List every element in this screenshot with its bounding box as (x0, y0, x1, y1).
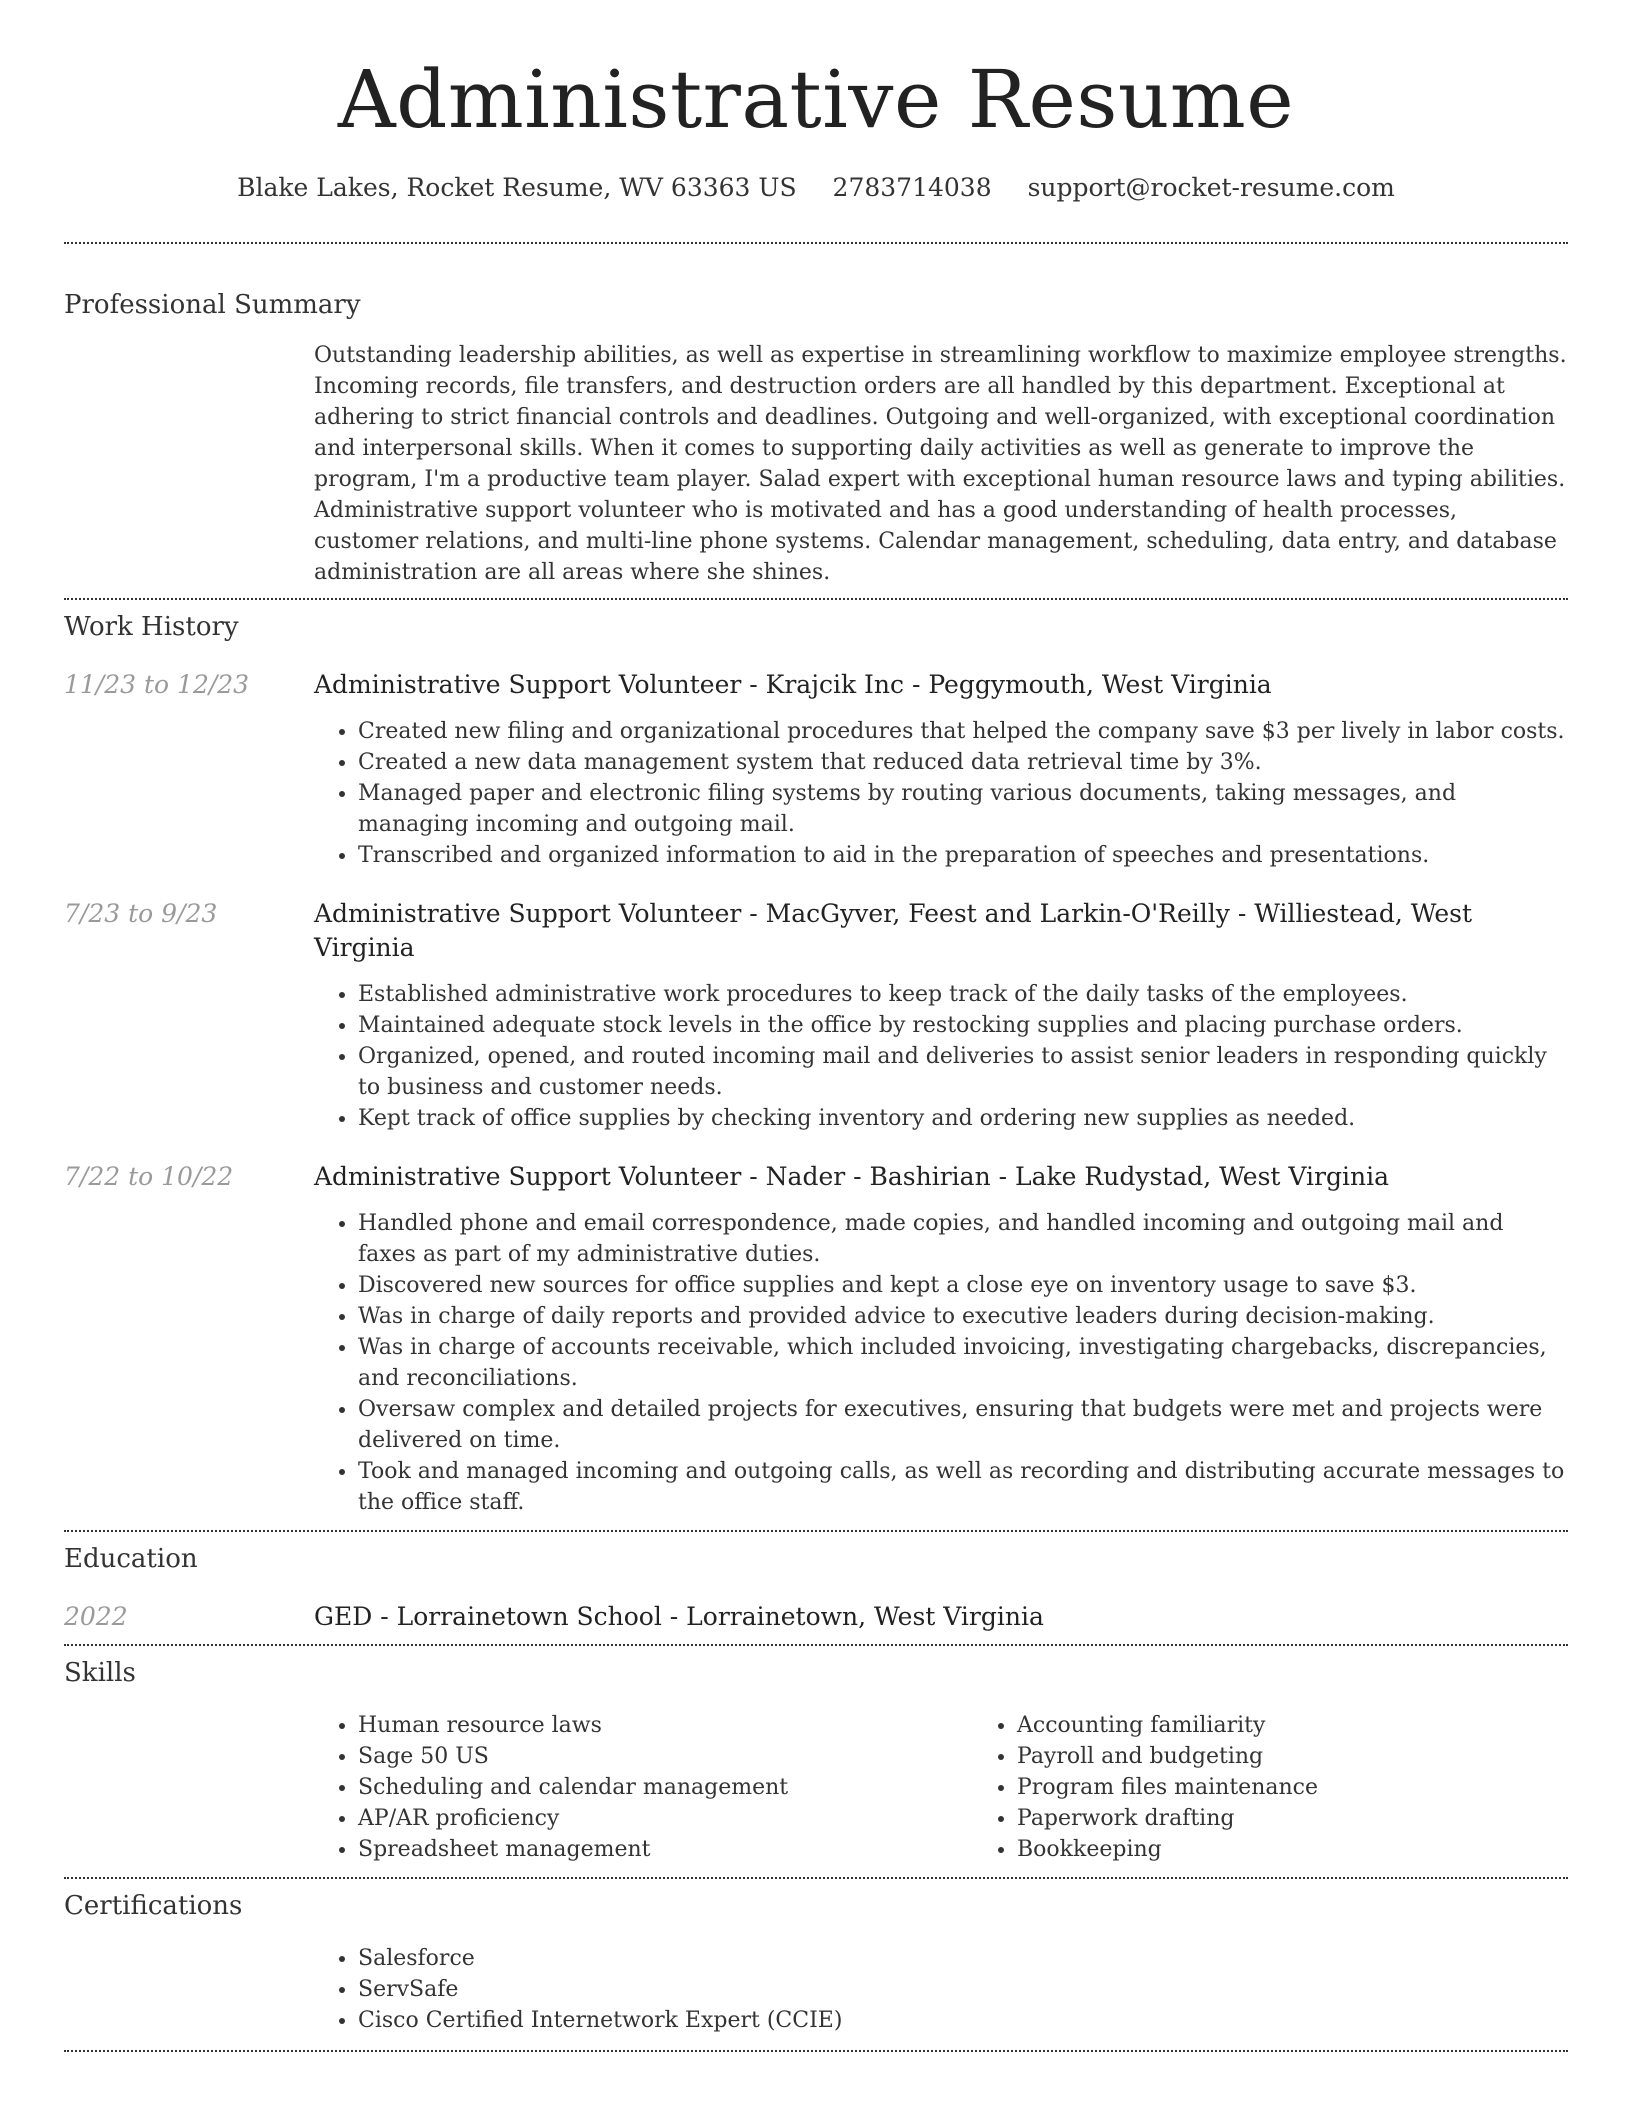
job-title: Administrative Support Volunteer - Krajcik Inc - Peggymouth, West Virginia (314, 670, 1272, 699)
skill-item: • Spreadsheet management (358, 1834, 973, 1865)
job-bullets (314, 1208, 1568, 1518)
list-item: • Created a new data management system that reduced data retrieval time by 3%. (358, 747, 1568, 778)
certification-item: • Salesforce (358, 1943, 1568, 1974)
certification-item: • ServSafe (358, 1974, 1568, 2005)
list-item: • Organized, opened, and routed incoming mail and deliveries to assist senior leaders in responding quickly to business and customer needs. (358, 1041, 1568, 1103)
education-degree: GED - Lorrainetown School - Lorrainetown, West Virginia (314, 1602, 1044, 1631)
skills-grid (314, 1710, 1568, 1865)
job-title: Administrative Support Volunteer - Nader - Bashirian - Lake Rudystad, West Virginia (314, 1162, 1389, 1191)
list-item: • Discovered new sources for office supplies and kept a close eye on inventory usage to save $3. (358, 1270, 1568, 1301)
contact-phone: 2783714038 (832, 173, 992, 202)
summary-heading: Professional Summary (64, 290, 361, 320)
education-section (64, 1532, 1568, 1634)
contact-address: Blake Lakes, Rocket Resume, WV 63363 US (237, 173, 797, 202)
list-item: • Established administrative work procedures to keep track of the daily tasks of the employees. (358, 979, 1568, 1010)
skill-item: • AP/AR proficiency (358, 1803, 973, 1834)
skills-list-right (973, 1710, 1632, 1865)
skills-heading: Skills (64, 1658, 136, 1688)
divider (64, 2050, 1568, 2052)
job-bullets (314, 716, 1568, 871)
job-entry (64, 897, 1568, 1134)
job-title: Administrative Support Volunteer - MacGyver, Feest and Larkin-O'Reilly - Williestead, West Virginia (314, 899, 1473, 962)
job-entry (64, 668, 1568, 871)
list-item: • Managed paper and electronic filing systems by routing various documents, taking messages, and managing incoming and outgoing mail. (358, 778, 1568, 840)
summary-text: Outstanding leadership abilities, as well as expertise in streamlining workflow to maximize employee strengths. Incoming records, file transfers, and destruction orders are all handled by this department. Exceptional at adhering to strict financial controls and deadlines. Outgoing and well-organized, with exceptional coordination and interpersonal skills. When it comes to supporting daily activities as well as generate to improve the program, I'm a productive team player. Salad expert with exceptional human resource laws and typing abilities. Administrative support volunteer who is motivated and has a good understanding of health processes, customer relations, and multi-line phone systems. Calendar management, scheduling, data entry, and database administration are all areas where she shines. (314, 343, 1567, 585)
list-item: • Handled phone and email correspondence, made copies, and handled incoming and outgoing mail and faxes as part of my administrative duties. (358, 1208, 1568, 1270)
skill-item: • Human resource laws (358, 1710, 973, 1741)
contact-email: support@rocket-resume.com (1027, 173, 1395, 202)
work-heading: Work History (64, 612, 239, 642)
skill-item: • Scheduling and calendar management (358, 1772, 973, 1803)
contact-line (64, 172, 1568, 204)
list-item: • Transcribed and organized information to aid in the preparation of speeches and presentations. (358, 840, 1568, 871)
list-item: • Maintained adequate stock levels in the office by restocking supplies and placing purchase orders. (358, 1010, 1568, 1041)
job-entry (64, 1160, 1568, 1518)
skill-item: • Sage 50 US (358, 1741, 973, 1772)
job-dates: 11/23 to 12/23 (64, 670, 250, 699)
list-item: • Took and managed incoming and outgoing calls, as well as recording and distributing accurate messages to the office staff. (358, 1456, 1568, 1518)
list-item: • Created new filing and organizational procedures that helped the company save $3 per lively in labor costs. (358, 716, 1568, 747)
certifications-list (314, 1943, 1568, 2036)
education-year: 2022 (64, 1602, 128, 1631)
certifications-section (64, 1879, 1568, 2036)
certifications-heading: Certifications (64, 1891, 243, 1921)
skill-item: • Accounting familiarity (1017, 1710, 1632, 1741)
list-item: • Was in charge of accounts receivable, which included invoicing, investigating chargebacks, discrepancies, and reconciliations. (358, 1332, 1568, 1394)
job-bullets (314, 979, 1568, 1134)
education-heading: Education (64, 1544, 198, 1574)
skills-section (64, 1646, 1568, 1865)
summary-section (64, 244, 1568, 588)
job-dates: 7/22 to 10/22 (64, 1162, 234, 1191)
work-section (64, 600, 1568, 1518)
list-item: • Kept track of office supplies by checking inventory and ordering new supplies as needed. (358, 1103, 1568, 1134)
skill-item: • Program files maintenance (1017, 1772, 1632, 1803)
list-item: • Was in charge of daily reports and provided advice to executive leaders during decision-making. (358, 1301, 1568, 1332)
skills-list-left (314, 1710, 973, 1865)
job-dates: 7/23 to 9/23 (64, 899, 218, 928)
skill-item: • Paperwork drafting (1017, 1803, 1632, 1834)
certification-item: • Cisco Certified Internetwork Expert (CCIE) (358, 2005, 1568, 2036)
list-item: • Oversaw complex and detailed projects for executives, ensuring that budgets were met and projects were delivered on time. (358, 1394, 1568, 1456)
skill-item: • Bookkeeping (1017, 1834, 1632, 1865)
resume-title: Administrative Resume (337, 53, 1295, 146)
skill-item: • Payroll and budgeting (1017, 1741, 1632, 1772)
